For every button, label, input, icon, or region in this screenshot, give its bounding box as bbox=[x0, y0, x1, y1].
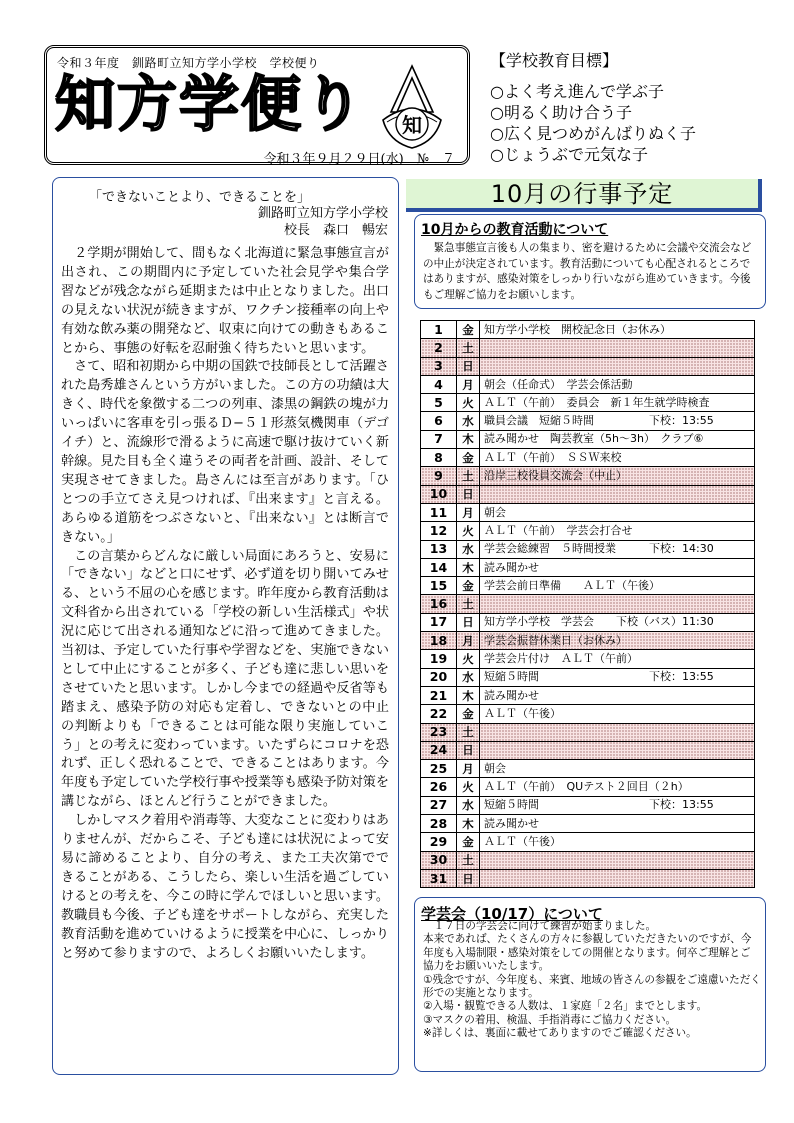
calendar-row bbox=[421, 723, 755, 741]
calendar-row bbox=[421, 650, 755, 668]
festival-line: 本来であれば、たくさんの方々に参観していただきたいのですが、今年度も入場制限・感染対策をしての開催となります。何卒ご理解とご協力をお願いいたします。 bbox=[423, 933, 752, 973]
calendar-weekday: 木 bbox=[457, 815, 480, 833]
calendar-row bbox=[421, 869, 755, 887]
calendar-event: ＡＬＴ（午前） 委員会 新１年生就学時検査 bbox=[480, 394, 755, 412]
calendar-weekday: 日 bbox=[457, 741, 480, 759]
calendar-row bbox=[421, 394, 755, 412]
calendar-row bbox=[421, 595, 755, 613]
calendar-weekday: 土 bbox=[457, 851, 480, 869]
calendar-row bbox=[421, 815, 755, 833]
calendar-weekday: 金 bbox=[457, 449, 480, 467]
calendar-row bbox=[421, 467, 755, 485]
calendar-event bbox=[480, 741, 755, 759]
calendar-weekday: 木 bbox=[457, 558, 480, 576]
goals-title: 【学校教育目標】 bbox=[490, 51, 619, 70]
calendar-row bbox=[421, 577, 755, 595]
calendar-event: 学芸会総練習 ５時間授業 下校：14:30 bbox=[480, 540, 755, 558]
goal-item: ○明るく助け合う子 bbox=[490, 103, 632, 122]
calendar-day: 18 bbox=[421, 632, 457, 650]
goal-item: ○広く見つめがんばりぬく子 bbox=[490, 124, 696, 143]
calendar-row bbox=[421, 613, 755, 631]
calendar-row bbox=[421, 796, 755, 814]
calendar-day: 21 bbox=[421, 686, 457, 704]
message-body bbox=[61, 245, 389, 963]
calendar-weekday: 土 bbox=[457, 467, 480, 485]
calendar-row bbox=[421, 339, 755, 357]
calendar-event: 読み聞かせ bbox=[480, 558, 755, 576]
calendar-day: 2 bbox=[421, 339, 457, 357]
calendar-row bbox=[421, 449, 755, 467]
calendar-day: 5 bbox=[421, 394, 457, 412]
calendar-day: 12 bbox=[421, 522, 457, 540]
calendar-event bbox=[480, 869, 755, 887]
calendar-event bbox=[480, 851, 755, 869]
emblem-char: 知 bbox=[402, 113, 422, 137]
calendar-event: 職員会議 短縮５時間 下校：13:55 bbox=[480, 412, 755, 430]
goals-list bbox=[490, 81, 780, 165]
schedule-title: 10月の行事予定 bbox=[406, 179, 762, 212]
calendar-day: 16 bbox=[421, 595, 457, 613]
calendar-day: 14 bbox=[421, 558, 457, 576]
calendar-weekday: 火 bbox=[457, 778, 480, 796]
calendar-weekday: 土 bbox=[457, 339, 480, 357]
calendar-row bbox=[421, 540, 755, 558]
calendar-day: 28 bbox=[421, 815, 457, 833]
education-activity-text: 緊急事態宣言後も人の集まり、密を避けるために会議や交流会などの中止が決定されています。教育活動についても心配されるところではありますが、感染対策をしっかり行いながら進めていきます。今後もご理解ご協力をお願いします。 bbox=[423, 242, 752, 301]
calendar-weekday: 水 bbox=[457, 412, 480, 430]
calendar-day: 6 bbox=[421, 412, 457, 430]
calendar-row bbox=[421, 357, 755, 375]
message-author: 校長 森口 暢宏 bbox=[283, 223, 388, 238]
header-school-line: 令和３年度 釧路町立知方学小学校 学校便り bbox=[57, 56, 320, 70]
calendar-weekday: 木 bbox=[457, 686, 480, 704]
calendar-day: 23 bbox=[421, 723, 457, 741]
festival-line: ③マスクの着用、検温、手指消毒にご協力ください。 bbox=[423, 1013, 677, 1026]
calendar-day: 8 bbox=[421, 449, 457, 467]
calendar-row bbox=[421, 321, 755, 339]
calendar-day: 25 bbox=[421, 760, 457, 778]
calendar-row bbox=[421, 412, 755, 430]
message-quote: 「できないことより、できることを」 bbox=[89, 190, 311, 205]
calendar-weekday: 月 bbox=[457, 503, 480, 521]
calendar-day: 19 bbox=[421, 650, 457, 668]
calendar-row bbox=[421, 760, 755, 778]
calendar-event: 知方学小学校 開校記念日（お休み） bbox=[480, 321, 755, 339]
festival-line: ※詳しくは、裏面に載せてありますのでご確認ください。 bbox=[423, 1027, 697, 1040]
calendar-day: 11 bbox=[421, 503, 457, 521]
header-box bbox=[44, 45, 470, 165]
calendar-day: 27 bbox=[421, 796, 457, 814]
calendar-weekday: 火 bbox=[457, 394, 480, 412]
calendar-day: 15 bbox=[421, 577, 457, 595]
festival-line: ①残念ですが、今年度も、来賓、地域の皆さんの参観をご遠慮いただく形での実施となります。 bbox=[423, 973, 761, 1000]
calendar-row bbox=[421, 558, 755, 576]
october-calendar bbox=[420, 320, 755, 888]
festival-title: 学芸会（10/17）について bbox=[421, 905, 603, 923]
calendar-day: 31 bbox=[421, 869, 457, 887]
calendar-row bbox=[421, 833, 755, 851]
calendar-row bbox=[421, 778, 755, 796]
calendar-day: 29 bbox=[421, 833, 457, 851]
school-emblem-icon bbox=[373, 62, 451, 152]
calendar-event: ＡＬＴ（午後） bbox=[480, 705, 755, 723]
calendar-event: ＡＬＴ（午前） QUテスト２回目（２h） bbox=[480, 778, 755, 796]
calendar-weekday: 月 bbox=[457, 375, 480, 393]
calendar-weekday: 水 bbox=[457, 540, 480, 558]
calendar-event: ＡＬＴ（午前） 学芸会打合せ bbox=[480, 522, 755, 540]
calendar-event: 朝会 bbox=[480, 760, 755, 778]
calendar-weekday: 水 bbox=[457, 796, 480, 814]
calendar-weekday: 木 bbox=[457, 430, 480, 448]
calendar-row bbox=[421, 522, 755, 540]
calendar-row bbox=[421, 632, 755, 650]
calendar-event: ＡＬＴ（午後） bbox=[480, 833, 755, 851]
calendar-weekday: 土 bbox=[457, 595, 480, 613]
calendar-day: 9 bbox=[421, 467, 457, 485]
calendar-event: 読み聞かせ bbox=[480, 815, 755, 833]
calendar-day: 10 bbox=[421, 485, 457, 503]
calendar-event bbox=[480, 723, 755, 741]
calendar-weekday: 金 bbox=[457, 705, 480, 723]
calendar-row bbox=[421, 375, 755, 393]
education-activity-title: 10月からの教育活動について bbox=[421, 222, 609, 238]
calendar-event: 学芸会片付け ＡＬＴ（午前） bbox=[480, 650, 755, 668]
calendar-weekday: 金 bbox=[457, 321, 480, 339]
calendar-event: 学芸会振替休業日（お休み） bbox=[480, 632, 755, 650]
calendar-event: 短縮５時間 下校：13:55 bbox=[480, 668, 755, 686]
calendar-row bbox=[421, 503, 755, 521]
calendar-weekday: 日 bbox=[457, 485, 480, 503]
calendar-day: 26 bbox=[421, 778, 457, 796]
goal-item: ○じょうぶで元気な子 bbox=[490, 145, 648, 164]
calendar-day: 7 bbox=[421, 430, 457, 448]
calendar-day: 17 bbox=[421, 613, 457, 631]
calendar-row bbox=[421, 851, 755, 869]
calendar-row bbox=[421, 430, 755, 448]
message-school: 釧路町立知方学小学校 bbox=[257, 206, 388, 221]
calendar-day: 20 bbox=[421, 668, 457, 686]
calendar-row bbox=[421, 485, 755, 503]
festival-text bbox=[423, 920, 761, 1041]
message-paragraph: さて、昭和初期から中期の国鉄で技師長として活躍された島秀雄さんという方がいました。この方の功績は大きく、時代を象徴する二つの列車、漆黒の鋼鉄の塊が力いっぱいに客車を引っ張るＤ−５１形蒸気機関車（デゴイチ）と、流線形で滑るように高速で駆け抜けていく新幹線。見た目も全く違うその両者を計画、設計、そして実現させてきました。島さんには至言があります。「ひとつの手立てさえ見つければ、『出来ます』と言える。あらゆる道筋をつぶさないと、『出来ない』とは断言できない。」 bbox=[61, 359, 389, 545]
festival-line: １７日の学芸会に向けて練習が始まりました。 bbox=[423, 920, 657, 932]
calendar-weekday: 金 bbox=[457, 577, 480, 595]
calendar-weekday: 火 bbox=[457, 522, 480, 540]
calendar-row bbox=[421, 686, 755, 704]
calendar-event: 短縮５時間 下校：13:55 bbox=[480, 796, 755, 814]
calendar-row bbox=[421, 705, 755, 723]
calendar-weekday: 日 bbox=[457, 613, 480, 631]
festival-line: ②入場・観覧できる人数は、１家庭「２名」までとします。 bbox=[423, 1000, 708, 1013]
calendar-event: 朝会（任命式） 学芸会係活動 bbox=[480, 375, 755, 393]
school-festival-box bbox=[414, 897, 766, 1072]
calendar-event: 朝会 bbox=[480, 503, 755, 521]
calendar-day: 13 bbox=[421, 540, 457, 558]
calendar-row bbox=[421, 668, 755, 686]
calendar-row bbox=[421, 741, 755, 759]
goal-item: ○よく考え進んで学ぶ子 bbox=[490, 82, 664, 101]
calendar-day: 24 bbox=[421, 741, 457, 759]
calendar-event bbox=[480, 485, 755, 503]
calendar-weekday: 日 bbox=[457, 357, 480, 375]
calendar-weekday: 水 bbox=[457, 668, 480, 686]
message-paragraph: この言葉からどんなに厳しい局面にあろうと、安易に「できない」などと口にせず、必ず道を切り開いてみせる、という不屈の心を感じます。昨年度から教育活動は文科省から出されている「学校の新しい生活様式」や状況に応じて出される通知などに沿って進めてきました。当初は、予定していた行事や学習などを、実施できないとして中止にすることが多く、子ども達に悲しい思いをさせていたと思います。しかし今までの経過や反省等も踏まえ、感染予防の対応も定着し、できないとの中止の判断よりも「できることは可能な限り実施していこう」との考えに変わっています。いたずらにコロナを恐れず、正しく恐れることで、できることはあります。今年度も予定していた学校行事や授業等も感染予防対策を講じながら、ほとんど行うことができました。 bbox=[61, 548, 389, 810]
masthead-title: 知方学便り bbox=[55, 70, 365, 140]
calendar-day: 4 bbox=[421, 375, 457, 393]
calendar-event: 沿岸三校役員交流会（中止） bbox=[480, 467, 755, 485]
issue-date-number: 令和３年９月２９日(水) № ７ bbox=[263, 152, 455, 167]
calendar-day: 22 bbox=[421, 705, 457, 723]
principal-message-box bbox=[52, 177, 399, 1075]
calendar-event: 読み聞かせ bbox=[480, 686, 755, 704]
education-activity-box bbox=[414, 214, 766, 309]
calendar-day: 30 bbox=[421, 851, 457, 869]
calendar-weekday: 月 bbox=[457, 760, 480, 778]
calendar-event: 読み聞かせ 陶芸教室（5h～3h） クラブ⑥ bbox=[480, 430, 755, 448]
calendar-day: 3 bbox=[421, 357, 457, 375]
calendar-day: 1 bbox=[421, 321, 457, 339]
education-goals bbox=[490, 48, 780, 165]
calendar-event bbox=[480, 357, 755, 375]
calendar-weekday: 火 bbox=[457, 650, 480, 668]
calendar-event: 知方学小学校 学芸会 下校（バス）11:30 bbox=[480, 613, 755, 631]
calendar-event: ＡＬＴ（午前） ＳＳＷ来校 bbox=[480, 449, 755, 467]
calendar-weekday: 金 bbox=[457, 833, 480, 851]
message-paragraph: ２学期が開始して、間もなく北海道に緊急事態宣言が出され、この期間内に予定していた社会見学や集合学習などが残念ながら延期または中止となりました。出口の見えない状況が続きますが、ワクチン接種率の向上や有効な飲み薬の開発など、収束に向けての動きもあることから、事態の好転を忍耐強く待ちたいと思います。 bbox=[61, 246, 389, 356]
calendar-event: 学芸会前日準備 ＡＬＴ（午後） bbox=[480, 577, 755, 595]
calendar-weekday: 日 bbox=[457, 869, 480, 887]
calendar-event bbox=[480, 595, 755, 613]
message-paragraph: しかしマスク着用や消毒等、大変なことに変わりはありませんが、だからこそ、子ども達には状況によって安易に諦めることより、自分の考え、また工夫次第でできることがある、こうしたら、楽しい生活を過ごしていけるとの考えを、今この時に学んでほしいと思います。教職員も今後、子ども達をサポートしながら、充実した教育活動を進めていけるように授業を中心に、しっかりと努めて参りますので、よろしくお願いいたします。 bbox=[61, 813, 389, 961]
calendar-weekday: 土 bbox=[457, 723, 480, 741]
calendar-weekday: 月 bbox=[457, 632, 480, 650]
calendar-event bbox=[480, 339, 755, 357]
